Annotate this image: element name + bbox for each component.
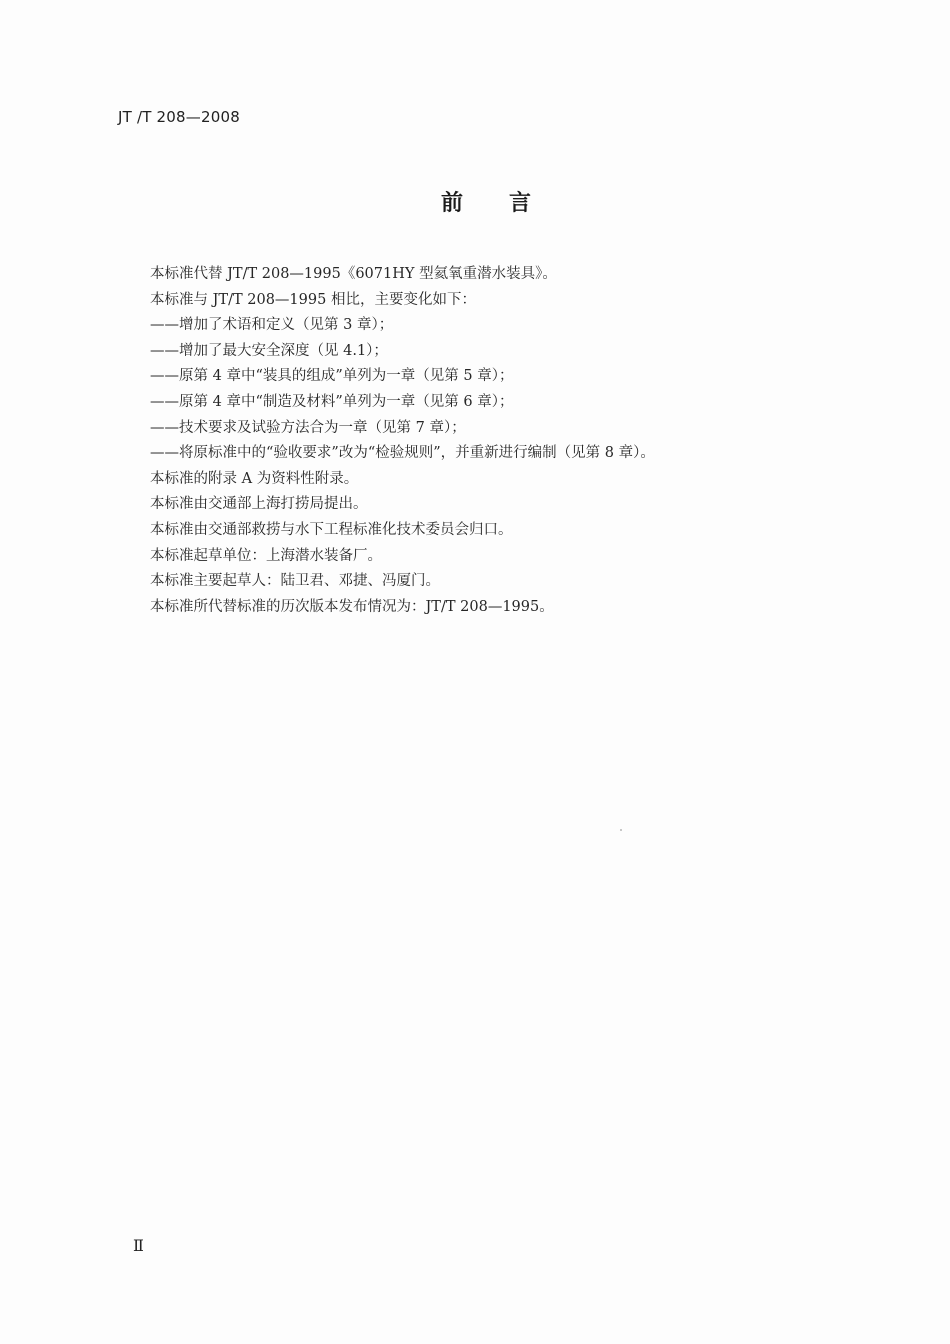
paragraph-line: 本标准的附录 A 为资料性附录。 (150, 470, 359, 487)
change-list-item: ——原第 4 章中“装具的组成”单列为一章（见第 5 章）； (150, 368, 514, 385)
heading-char-1: 前 (440, 191, 463, 216)
paragraph-line: 本标准由交通部救捞与水下工程标准化技术委员会归口。 (150, 521, 513, 538)
paragraph-line: 本标准所代替标准的历次版本发布情况为：JT/T 208—1995。 (150, 598, 554, 615)
change-list-item: ——增加了最大安全深度（见 4.1）； (150, 342, 388, 359)
paragraph-line: 本标准起草单位：上海潜水装备厂。 (150, 547, 382, 564)
scan-speck (620, 829, 622, 831)
document-code: JT /T 208—2008 (118, 108, 240, 126)
paragraph-line: 本标准由交通部上海打捞局提出。 (150, 496, 368, 513)
paragraph-line: 本标准代替 JT/T 208—1995《6071HY 型氦氧重潜水装具》。 (150, 266, 557, 282)
page-number: Ⅱ (133, 1236, 144, 1255)
change-list-item: ——原第 4 章中“制造及材料”单列为一章（见第 6 章）； (150, 393, 514, 410)
foreword-body (150, 262, 810, 620)
paragraph-line: 本标准与 JT/T 208—1995 相比，主要变化如下： (150, 291, 476, 308)
heading-char-2: 言 (509, 191, 532, 216)
paragraph-line: 本标准主要起草人：陆卫君、邓捷、冯厦门。 (150, 573, 440, 590)
change-list-item: ——技术要求及试验方法合为一章（见第 7 章）； (150, 419, 466, 436)
section-heading-foreword (0, 186, 950, 217)
change-list-item: ——将原标准中的“验收要求”改为“检验规则”，并重新进行编制（见第 8 章）。 (150, 445, 655, 462)
change-list-item: ——增加了术语和定义（见第 3 章）； (150, 317, 394, 334)
